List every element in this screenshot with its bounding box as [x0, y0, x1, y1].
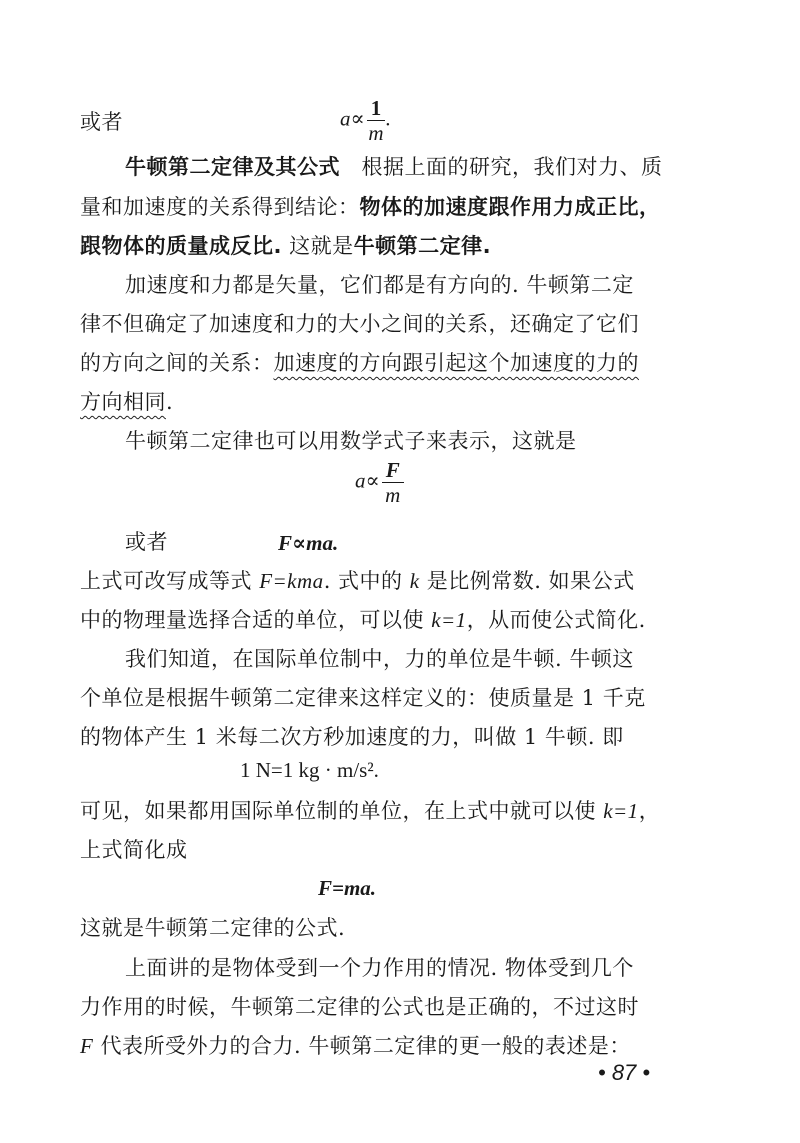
- text-line: 上式简化成: [80, 838, 188, 862]
- text-line: 的方向之间的关系：加速度的方向跟引起这个加速度的力的: [80, 351, 639, 375]
- equation-f-equals-ma: F=ma.: [318, 876, 377, 900]
- text-line: 力作用的时候，牛顿第二定律的公式也是正确的，不过这时: [80, 995, 639, 1019]
- text-line: 或者: [125, 530, 168, 554]
- text-line: [80, 108, 123, 136]
- section-heading: 牛顿第二定律及其公式: [125, 155, 340, 179]
- text-line: 的物体产生 1 米每二次方秒加速度的力，叫做 1 牛顿. 即: [80, 725, 624, 749]
- equation-a-proportional-f-over-m: a∝ $\frac{F}{m}$: [355, 458, 404, 507]
- text-line: 牛顿第二定律也可以用数学式子来表示，这就是: [125, 429, 577, 453]
- text-line: 加速度和力都是矢量，它们都是有方向的. 牛顿第二定: [125, 273, 634, 297]
- text-line: 律不但确定了加速度和力的大小之间的关系，还确定了它们: [80, 312, 639, 336]
- equation-newton-unit: 1 N=1 kg · m/s².: [240, 758, 379, 782]
- text-line: 中的物理量选择合适的单位，可以使 k=1，从而使公式简化.: [80, 608, 646, 632]
- text-line: 方向相同.: [80, 390, 174, 414]
- text-line: 可见，如果都用国际单位制的单位，在上式中就可以使 k=1，: [80, 799, 661, 823]
- text-line: 我们知道，在国际单位制中，力的单位是牛顿. 牛顿这: [125, 647, 634, 671]
- text-line: 这就是牛顿第二定律的公式.: [80, 916, 346, 940]
- equation-a-proportional-1-over-m: a∝ $\frac{1}{m}$ .: [340, 96, 391, 145]
- text-line: 跟物体的质量成反比. 这就是牛顿第二定律.: [80, 234, 492, 258]
- page-number: • 87 •: [598, 1060, 651, 1085]
- text-line: 上面讲的是物体受到一个力作用的情况. 物体受到几个: [125, 956, 634, 980]
- text-line: 个单位是根据牛顿第二定律来这样定义的：使质量是 1 千克: [80, 686, 646, 710]
- label-or: 或者: [80, 110, 123, 134]
- emphasized-text: 方向相同: [80, 390, 166, 414]
- emphasized-text: 加速度的方向跟引起这个加速度的力的: [273, 351, 639, 375]
- text-line: 上式可改写成等式 F=kma. 式中的 k 是比例常数. 如果公式: [80, 569, 635, 593]
- text-line: F 代表所受外力的合力. 牛顿第二定律的更一般的表述是：: [80, 1034, 631, 1058]
- equation-f-proportional-ma: F∝ma.: [278, 531, 339, 555]
- text-line: 量和加速度的关系得到结论：物体的加速度跟作用力成正比，: [80, 195, 661, 219]
- text-line: 牛顿第二定律及其公式 根据上面的研究，我们对力、质: [125, 155, 663, 179]
